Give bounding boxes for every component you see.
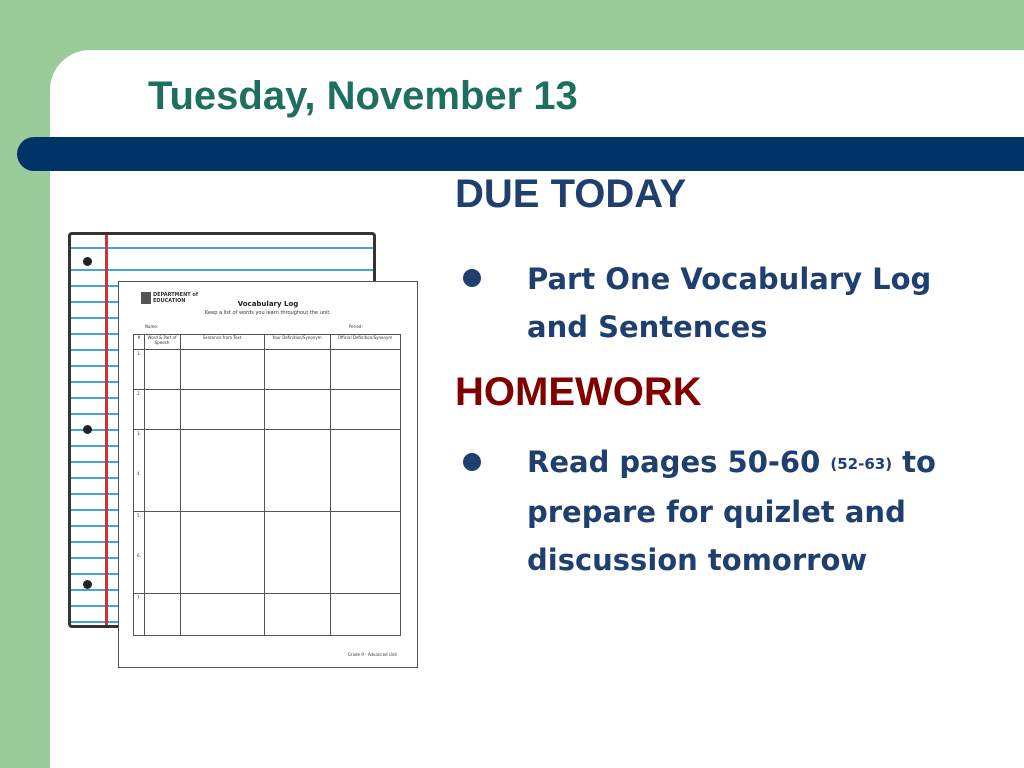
page-range-note: (52-63): [830, 455, 893, 473]
row-number: 7.: [137, 595, 141, 600]
table-column-divider: [264, 335, 265, 635]
row-number: 1.: [137, 351, 141, 356]
worksheet-table: [133, 334, 401, 636]
punch-hole: [83, 257, 92, 266]
column-header: Official Definition/Synonym: [337, 335, 393, 340]
table-row-divider: [134, 349, 400, 350]
column-header: Sentence from Text: [202, 335, 242, 340]
row-number: 6.: [137, 553, 141, 558]
row-number: 2.: [137, 391, 141, 396]
punch-hole: [83, 580, 92, 589]
bullet-icon: [463, 269, 481, 287]
table-row-divider: [134, 593, 400, 594]
worksheet-name-label: Name:: [145, 324, 159, 329]
table-column-divider: [144, 335, 145, 635]
title-bar: [17, 137, 1024, 171]
table-row-divider: [134, 429, 400, 430]
notebook-margin-line: [105, 235, 108, 625]
row-number: 4.: [137, 471, 141, 476]
slide-title: Tuesday, November 13: [148, 74, 578, 118]
worksheet-footer: Grade 9 - Advanced Unit: [347, 652, 397, 657]
table-row-divider: [134, 389, 400, 390]
row-number: 3.: [137, 431, 141, 436]
table-row-divider: [134, 511, 400, 512]
column-header: Your Definition/Synonym: [272, 335, 322, 340]
homework-heading: HOMEWORK: [455, 370, 702, 414]
row-number: 5.: [137, 513, 141, 518]
worksheet-period-label: Period:: [349, 324, 363, 329]
logo-text: DEPARTMENT of EDUCATION: [153, 292, 199, 304]
table-column-divider: [180, 335, 181, 635]
vocabulary-log-worksheet-image: [118, 281, 418, 668]
column-header: #: [137, 335, 141, 340]
worksheet-subtitle: Keep a list of words you learn throughout the unit.: [205, 310, 331, 316]
bullet-icon: [463, 453, 481, 471]
homework-item-text: Read pages 50-60 (52-63) to prepare for quizlet and discussion tomorrow: [527, 445, 936, 577]
due-today-heading: DUE TODAY: [455, 172, 687, 216]
worksheet-title: Vocabulary Log: [237, 300, 299, 308]
table-column-divider: [330, 335, 331, 635]
due-item-text: Part One Vocabulary Log and Sentences: [527, 262, 932, 344]
punch-hole: [83, 425, 92, 434]
column-header: Word & Part of Speech: [147, 335, 177, 345]
